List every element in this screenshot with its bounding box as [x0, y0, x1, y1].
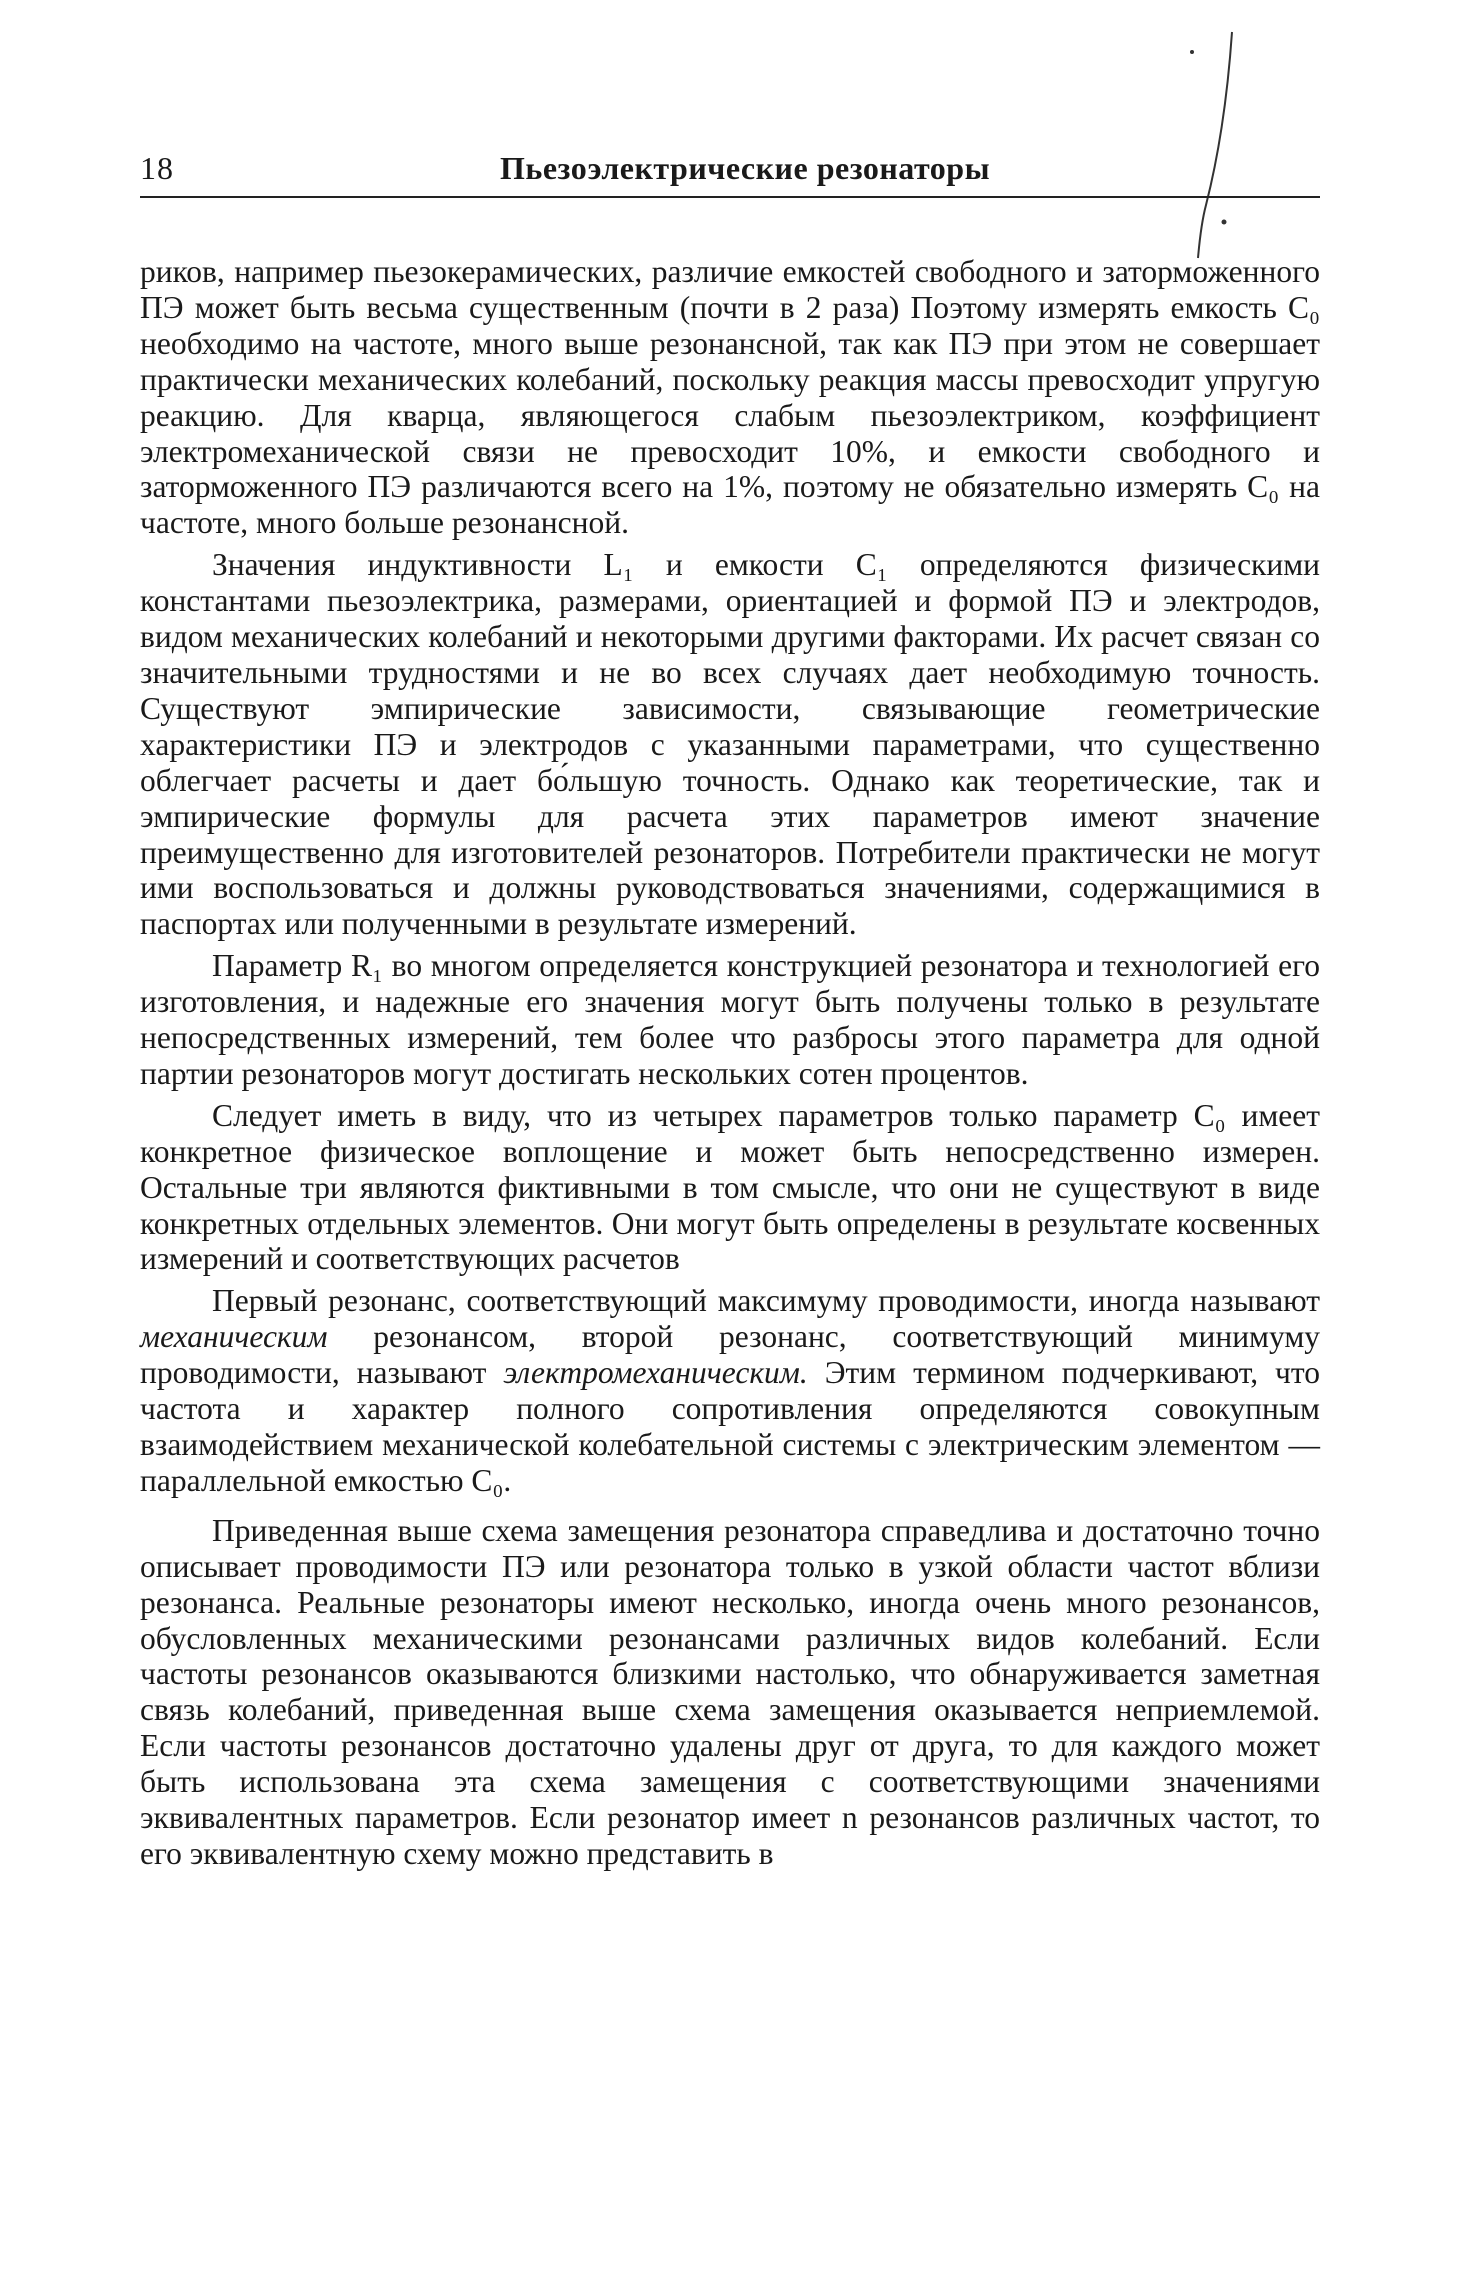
paragraph-2: Значения индуктивности L₁ и емкости C₁ определяются физическими константами пьезоэлектрика, размерами, ориентацией и формой ПЭ и электродов, видом механических колебаний и некоторыми другими факторами. Их расчет связан со значительными трудностями и не во всех случаях дает необходимую точность. Существуют эмпирические зависимости, связывающие геометрические характеристики ПЭ и электродов с указанными параметрами, что существенно облегчает расчеты и дает бо́льшую точность. Однако как теоретические, так и эмпирические формулы для расчета этих параметров имеют значение преимущественно для изготовителей резонаторов. Потребители практически не могут ими воспользоваться и должны руководствоваться значениями, содержащимися в паспортах или полученными в результате измерений. — [140, 547, 1320, 942]
paragraph-5-part-2: резонансом, второй резонанс, соответствующий минимуму проводимости, называют — [140, 1319, 1320, 1391]
page-number: 18 — [140, 150, 174, 186]
running-title: Пьезоэлектрические резонаторы — [500, 150, 991, 186]
paragraph-1: риков, например пьезокерамических, различие емкостей свободного и заторможенного ПЭ может быть весьма существенным (почти в 2 раза) Поэтому измерять емкость C₀ необходимо на частоте, много выше резонансной, так как ПЭ при этом не совершает практически механических колебаний, поскольку реакция массы превосходит упругую реакцию. Для кварца, являющегося слабым пьезоэлектриком, коэффициент электромеханической связи не превосходит 10%, и емкости свободного и заторможенного ПЭ различаются всего на 1%, поэтому не обязательно измерять C₀ на частоте, много больше резонансной. — [140, 254, 1320, 541]
body-text — [140, 254, 1320, 1878]
paragraph-5-part-1: Первый резонанс, соответствующий максимуму проводимости, иногда называют — [212, 1283, 1320, 1319]
term-mechanical: механическим — [140, 1319, 328, 1355]
paragraph-4: Следует иметь в виду, что из четырех параметров только параметр C₀ имеет конкретное физическое воплощение и может быть непосредственно измерен. Остальные три являются фиктивными в том смысле, что они не существуют в виде конкретных отдельных элементов. Они могут быть определены в результате косвенных измерений и соответствующих расчетов — [140, 1097, 1320, 1277]
pen-stroke-mark — [1180, 30, 1240, 260]
paragraph-6: Приведенная выше схема замещения резонатора справедлива и достаточно точно описывает проводимости ПЭ или резонатора только в узкой области частот вблизи резонанса. Реальные резонаторы имеют несколько, иногда очень много резонансов, обусловленных механическими резонансами различных видов колебаний. Если частоты резонансов оказываются близкими настолько, что обнаруживается заметная связь колебаний, приведенная выше схема замещения оказывается неприемлемой. Если частоты резонансов достаточно удалены друг от друга, то для каждого может быть использована эта схема замещения с соответствующими значениями эквивалентных параметров. Если резонатор имеет n резонансов различных частот, то его эквивалентную схему можно представить в — [140, 1512, 1320, 1871]
header-rule — [140, 196, 1320, 198]
paragraph-5-part-3: Этим термином подчеркивают, что частота и характер полного сопротивления определяются совокупным взаимодействием механической колебательной системы с электрическим элементом — параллельной емкостью C₀. — [140, 1355, 1320, 1498]
term-electromechanical: электромеханическим. — [503, 1355, 808, 1391]
paragraph-3: Параметр R₁ во многом определяется конструкцией резонатора и технологией его изготовления, и надежные его значения могут быть получены только в результате непосредственных измерений, тем более что разбросы этого параметра для одной партии резонаторов могут достигать нескольких сотен процентов. — [140, 948, 1320, 1091]
running-header — [140, 150, 1320, 194]
paragraph-5 — [140, 1283, 1320, 1498]
